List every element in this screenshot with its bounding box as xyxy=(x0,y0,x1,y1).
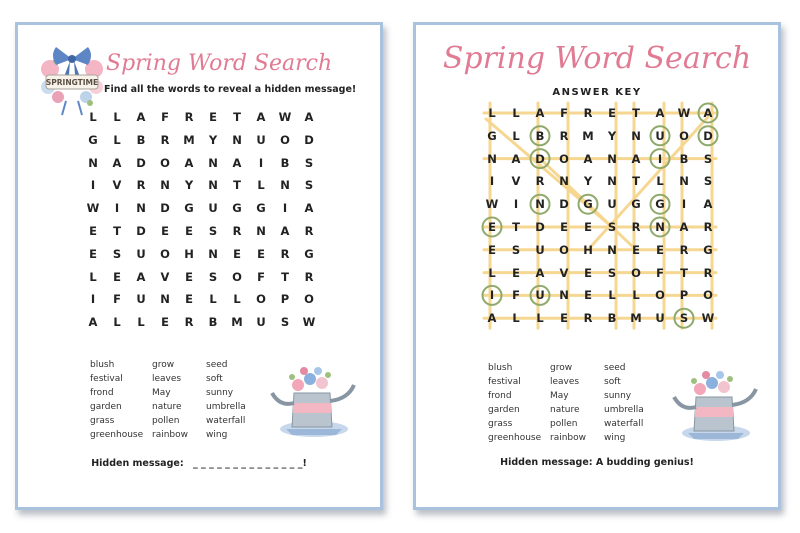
grid-letter: N xyxy=(160,292,170,307)
word-list-item: sunny xyxy=(206,388,234,398)
grid-letter: N xyxy=(88,155,98,170)
grid-letter: L xyxy=(488,265,496,280)
word-list-item: grass xyxy=(488,419,513,429)
grid-letter: G xyxy=(655,197,665,212)
grid-letter: R xyxy=(535,174,545,189)
grid-letter: N xyxy=(607,242,617,257)
word-list-item: sunny xyxy=(604,391,632,401)
grid-letter: T xyxy=(233,110,241,124)
grid-letter: G xyxy=(703,242,713,257)
grid-letter: M xyxy=(183,132,195,147)
grid-letter: E xyxy=(185,224,193,238)
grid-letter: I xyxy=(282,201,288,216)
answer-key-label: ANSWER KEY xyxy=(552,87,642,98)
grid-letter: O xyxy=(160,246,170,261)
grid-letter: Y xyxy=(607,128,617,143)
grid-letter: O xyxy=(304,292,314,307)
grid-letter: A xyxy=(583,151,593,166)
answer-hidden-message: Hidden message: A budding genius! xyxy=(500,457,694,468)
watering-can-flowers-icon xyxy=(264,363,360,439)
grid-letter: I xyxy=(114,201,120,216)
grid-letter: A xyxy=(535,265,545,280)
grid-letter: U xyxy=(208,201,218,216)
grid-letter: N xyxy=(208,246,218,261)
grid-letter: A xyxy=(256,110,266,124)
grid-letter: R xyxy=(304,224,314,238)
grid-letter: D xyxy=(136,155,146,170)
grid-letter: O xyxy=(559,242,569,257)
grid-letter: E xyxy=(161,315,169,330)
grid-letter: N xyxy=(208,178,218,193)
grid-letter: R xyxy=(703,220,713,234)
grid-letter: A xyxy=(304,201,314,216)
grid-letter: E xyxy=(488,220,496,234)
word-list-item: blush xyxy=(90,360,115,370)
grid-letter: P xyxy=(679,288,689,303)
grid-letter: N xyxy=(631,128,641,143)
grid-letter: L xyxy=(113,110,121,124)
grid-letter: U xyxy=(136,292,146,307)
grid-letter: H xyxy=(184,246,194,261)
grid-letter: E xyxy=(512,265,520,280)
grid-letter: A xyxy=(232,155,242,170)
grid-letter: E xyxy=(185,269,193,284)
grid-letter: L xyxy=(137,315,145,330)
grid-letter: S xyxy=(511,242,521,257)
grid-letter: D xyxy=(535,220,545,234)
grid-letter: E xyxy=(257,246,265,261)
grid-letter: L xyxy=(209,292,217,307)
word-list-item: rainbow xyxy=(550,433,586,443)
grid-letter: V xyxy=(112,178,122,193)
grid-letter: N xyxy=(256,224,266,238)
grid-letter: W xyxy=(677,106,691,120)
grid-letter: E xyxy=(488,242,496,257)
grid-letter: A xyxy=(511,151,521,166)
grid-letter: N xyxy=(208,155,218,170)
grid-letter: T xyxy=(233,178,241,193)
grid-letter: F xyxy=(113,292,121,307)
word-list xyxy=(90,359,270,442)
grid-letter: D xyxy=(136,224,146,238)
grid-letter: T xyxy=(281,269,289,284)
grid-letter: I xyxy=(513,197,519,212)
word-list-item: pollen xyxy=(152,416,180,426)
grid-letter: S xyxy=(607,265,617,280)
grid-letter: A xyxy=(304,110,314,124)
word-list-item: festival xyxy=(488,377,521,387)
grid-letter: L xyxy=(488,106,496,120)
grid-letter: R xyxy=(232,224,242,238)
grid-letter: I xyxy=(681,197,687,212)
grid-letter: N xyxy=(232,132,242,147)
grid-letter: L xyxy=(89,269,97,284)
word-list-item: wing xyxy=(206,430,228,440)
grid-letter: L xyxy=(632,288,640,303)
grid-letter: O xyxy=(280,132,290,147)
grid-letter: I xyxy=(90,178,96,193)
grid-letter: R xyxy=(160,132,170,147)
grid-letter: G xyxy=(631,197,641,212)
grid-letter: N xyxy=(487,151,497,166)
grid-letter: L xyxy=(512,128,520,143)
grid-letter: U xyxy=(607,197,617,212)
grid-letter: L xyxy=(113,315,121,330)
grid-letter: S xyxy=(280,315,290,330)
grid-letter: E xyxy=(608,106,616,120)
grid-letter: S xyxy=(304,155,314,170)
grid-letter: A xyxy=(88,315,98,330)
grid-letter: S xyxy=(607,220,617,234)
word-list-item: seed xyxy=(206,360,228,370)
grid-letter: R xyxy=(184,315,194,330)
word-list-item: leaves xyxy=(550,377,580,387)
grid-letter: D xyxy=(559,197,569,212)
grid-letter: M xyxy=(582,128,594,143)
word-list-item: nature xyxy=(550,405,580,415)
word-list-item: May xyxy=(550,391,569,401)
word-list-item: seed xyxy=(604,363,626,373)
grid-letter: S xyxy=(208,269,218,284)
grid-letter: E xyxy=(584,265,592,280)
grid-letter: E xyxy=(584,220,592,234)
grid-letter: N xyxy=(280,178,290,193)
grid-letter: G xyxy=(256,201,266,216)
grid-letter: F xyxy=(257,269,265,284)
grid-letter: S xyxy=(304,178,314,193)
grid-letter: O xyxy=(160,155,170,170)
grid-letter: A xyxy=(136,110,146,124)
grid-letter: R xyxy=(703,265,713,280)
grid-letter: L xyxy=(89,110,97,124)
grid-letter: M xyxy=(231,315,243,330)
grid-letter: U xyxy=(256,315,266,330)
word-list-item: pollen xyxy=(550,419,578,429)
grid-letter: U xyxy=(136,246,146,261)
grid-letter: B xyxy=(679,151,689,166)
grid-letter: D xyxy=(160,201,170,216)
grid-letter: G xyxy=(304,246,314,261)
grid-letter: L xyxy=(512,106,520,120)
word-list-item: umbrella xyxy=(604,405,644,415)
grid-letter: R xyxy=(679,242,689,257)
grid-letter: G xyxy=(487,128,497,143)
grid-letter: R xyxy=(280,246,290,261)
grid-letter: G xyxy=(583,197,593,212)
grid-letter: Y xyxy=(583,174,593,189)
grid-letter: O xyxy=(232,269,242,284)
grid-letter: N xyxy=(559,288,569,303)
word-list-item: blush xyxy=(488,363,513,373)
grid-letter: U xyxy=(655,128,665,143)
grid-letter: A xyxy=(487,311,497,326)
grid-letter: L xyxy=(233,292,241,307)
grid-letter: N xyxy=(535,197,545,212)
grid-letter: I xyxy=(258,155,264,170)
grid-letter: I xyxy=(90,292,96,307)
grid-letter: A xyxy=(631,151,641,166)
grid-letter: R xyxy=(583,106,593,120)
answer-letter-grid xyxy=(482,105,722,335)
word-list-item: frond xyxy=(488,391,512,401)
word-list-item: umbrella xyxy=(206,402,246,412)
grid-letter: G xyxy=(184,201,194,216)
grid-letter: F xyxy=(656,265,664,280)
grid-letter: E xyxy=(584,288,592,303)
grid-letter: B xyxy=(607,311,617,326)
grid-letter: S xyxy=(112,246,122,261)
grid-letter: N xyxy=(136,201,146,216)
word-list-item: soft xyxy=(604,377,621,387)
grid-letter: T xyxy=(113,224,121,238)
answer-key-title: Spring Word Search xyxy=(442,41,752,76)
grid-letter: A xyxy=(655,106,665,120)
puzzle-sheet xyxy=(15,22,383,510)
grid-letter: B xyxy=(136,132,146,147)
grid-letter: H xyxy=(583,242,593,257)
instructions: Find all the words to reveal a hidden message! xyxy=(104,84,357,95)
grid-letter: S xyxy=(208,224,218,238)
grid-letter: W xyxy=(302,315,316,330)
grid-letter: E xyxy=(632,242,640,257)
grid-letter: T xyxy=(512,220,520,234)
grid-letter: E xyxy=(656,242,664,257)
grid-letter: P xyxy=(280,292,290,307)
hidden-message-blanks: _ _ _ _ _ _ _ _ _ _ _ _ _ _! xyxy=(192,458,307,469)
word-list-item: festival xyxy=(90,374,123,384)
grid-letter: M xyxy=(630,311,642,326)
grid-letter: R xyxy=(631,220,641,234)
grid-letter: F xyxy=(560,106,568,120)
answer-word-list xyxy=(488,362,668,445)
grid-letter: O xyxy=(655,288,665,303)
word-list-item: grow xyxy=(152,360,175,370)
grid-letter: E xyxy=(560,311,568,326)
grid-letter: U xyxy=(655,311,665,326)
word-list-item: soft xyxy=(206,374,223,384)
word-list-item: garden xyxy=(488,405,520,415)
grid-letter: A xyxy=(136,269,146,284)
grid-letter: I xyxy=(489,288,495,303)
grid-letter: B xyxy=(535,128,545,143)
grid-letter: E xyxy=(185,292,193,307)
grid-letter: E xyxy=(89,224,97,238)
grid-letter: T xyxy=(680,265,688,280)
grid-letter: O xyxy=(256,292,266,307)
grid-letter: W xyxy=(278,110,292,124)
grid-letter: V xyxy=(511,174,521,189)
grid-letter: W xyxy=(701,311,715,326)
grid-letter: Y xyxy=(208,132,218,147)
grid-letter: N xyxy=(679,174,689,189)
grid-letter: D xyxy=(703,128,713,143)
word-list-item: nature xyxy=(152,402,182,412)
grid-letter: A xyxy=(679,220,689,234)
grid-letter: G xyxy=(232,201,242,216)
word-list-item: rainbow xyxy=(152,430,188,440)
grid-letter: T xyxy=(632,174,640,189)
grid-letter: S xyxy=(703,174,713,189)
word-list-item: grow xyxy=(550,363,573,373)
grid-letter: W xyxy=(485,197,499,212)
grid-letter: D xyxy=(304,132,314,147)
grid-letter: E xyxy=(113,269,121,284)
grid-letter: E xyxy=(560,220,568,234)
word-list-item: leaves xyxy=(152,374,182,384)
word-list-item: waterfall xyxy=(206,416,246,426)
grid-letter: I xyxy=(657,151,663,166)
answer-key-sheet xyxy=(413,22,781,510)
word-list-item: grass xyxy=(90,416,115,426)
grid-letter: F xyxy=(161,110,169,124)
grid-letter: R xyxy=(583,311,593,326)
grid-letter: G xyxy=(88,132,98,147)
grid-letter: E xyxy=(233,246,241,261)
bow-badge-icon xyxy=(36,39,108,119)
grid-letter: Y xyxy=(184,178,194,193)
grid-letter: U xyxy=(535,288,545,303)
grid-letter: U xyxy=(535,242,545,257)
grid-letter: N xyxy=(160,178,170,193)
grid-letter: A xyxy=(184,155,194,170)
grid-letter: F xyxy=(512,288,520,303)
grid-letter: O xyxy=(703,288,713,303)
grid-letter: U xyxy=(256,132,266,147)
word-list-item: garden xyxy=(90,402,122,412)
grid-letter: L xyxy=(512,311,520,326)
grid-letter: D xyxy=(535,151,545,166)
hidden-message xyxy=(18,458,380,469)
grid-letter: S xyxy=(703,151,713,166)
grid-letter: A xyxy=(703,197,713,212)
grid-letter: W xyxy=(86,201,100,216)
grid-letter: E xyxy=(89,246,97,261)
grid-letter: E xyxy=(209,110,217,124)
grid-letter: V xyxy=(559,265,569,280)
grid-letter: V xyxy=(160,269,170,284)
page-title: Spring Word Search xyxy=(106,51,333,76)
letter-grid xyxy=(83,109,323,339)
grid-letter: R xyxy=(304,269,314,284)
grid-letter: B xyxy=(208,315,218,330)
grid-letter: A xyxy=(280,224,290,238)
grid-letter: L xyxy=(113,132,121,147)
word-list-item: greenhouse xyxy=(90,430,144,440)
grid-letter: L xyxy=(656,174,664,189)
grid-letter: L xyxy=(257,178,265,193)
grid-letter: O xyxy=(559,151,569,166)
grid-letter: N xyxy=(607,151,617,166)
word-list-item: May xyxy=(152,388,171,398)
grid-letter: O xyxy=(631,265,641,280)
grid-letter: L xyxy=(536,311,544,326)
watering-can-flowers-icon xyxy=(666,367,762,443)
grid-letter: A xyxy=(112,155,122,170)
grid-letter: L xyxy=(608,288,616,303)
word-list-item: waterfall xyxy=(604,419,644,429)
word-list-item: frond xyxy=(90,388,114,398)
grid-letter: N xyxy=(655,220,665,234)
hidden-message-label: Hidden message: xyxy=(91,458,184,469)
grid-letter: B xyxy=(280,155,290,170)
grid-letter: R xyxy=(184,110,194,124)
grid-letter: E xyxy=(161,224,169,238)
grid-letter: I xyxy=(489,174,495,189)
word-list-item: wing xyxy=(604,433,626,443)
grid-letter: A xyxy=(703,106,713,120)
grid-letter: T xyxy=(632,106,640,120)
grid-letter: N xyxy=(559,174,569,189)
grid-letter: R xyxy=(559,128,569,143)
grid-letter: A xyxy=(535,106,545,120)
grid-letter: R xyxy=(136,178,146,193)
word-list-item: greenhouse xyxy=(488,433,542,443)
grid-letter: N xyxy=(607,174,617,189)
grid-letter: S xyxy=(679,311,689,326)
badge-label: SPRINGTIME xyxy=(45,78,99,87)
grid-letter: O xyxy=(679,128,689,143)
